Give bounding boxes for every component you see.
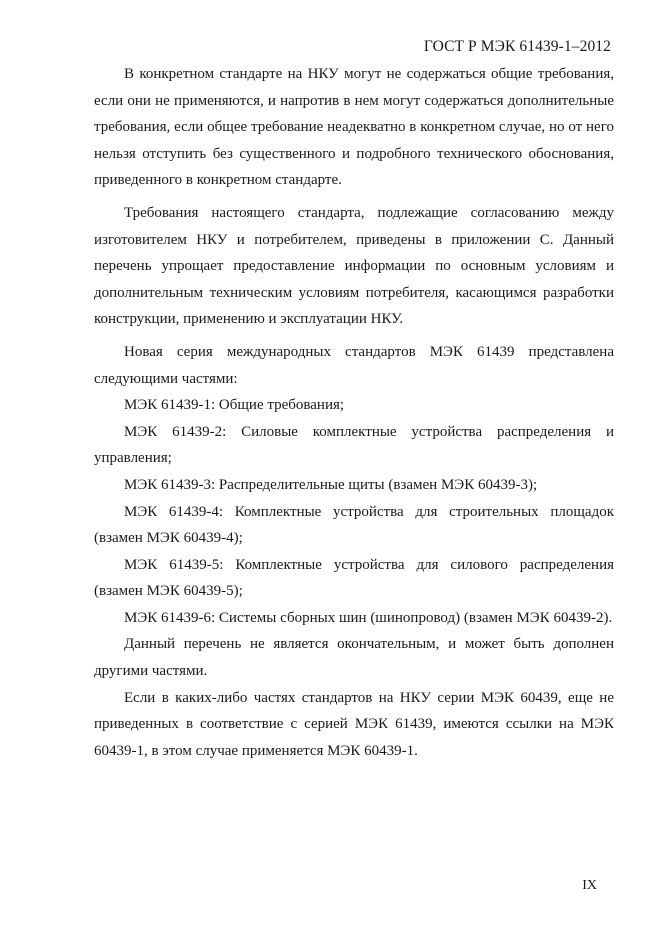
standard-number-header: ГОСТ Р МЭК 61439-1–2012 xyxy=(423,38,611,55)
paragraph-list-not-final: Данный перечень не является окончательным, и может быть дополнен другими частями. xyxy=(94,636,614,680)
paragraph-requirements-agreement: Требования настоящего стандарта, подлежащие согласованию между изготовителем НКУ и потребителем, приведены в приложении С. Данный перечень упрощает предоставление информации по основным условиям и дополнительным техническим условиям потребителя, касающимся разработки конструкции, применению и эксплуатации НКУ. xyxy=(94,204,614,328)
list-item-part-6: МЭК 61439-6: Системы сборных шин (шинопровод) (взамен МЭК 60439-2). xyxy=(124,609,613,626)
document-body xyxy=(94,61,614,764)
list-item-part-4: МЭК 61439-4: Комплектные устройства для строительных площадок (взамен МЭК 60439-4); xyxy=(94,503,614,547)
paragraph-references: Если в каких-либо частях стандартов на НКУ серии МЭК 60439, еще не приведенных в соответствие с серией МЭК 61439, имеются ссылки на МЭК 60439-1, в этом случае применяется МЭК 60439-1. xyxy=(94,689,614,759)
list-item-part-5: МЭК 61439-5: Комплектные устройства для силового распределения (взамен МЭК 60439-5); xyxy=(94,556,614,600)
paragraph-new-series: Новая серия международных стандартов МЭК 61439 представлена следующими частями: xyxy=(94,343,614,387)
paragraph-specific-standard: В конкретном стандарте на НКУ могут не содержаться общие требования, если они не применяются, и напротив в нем могут содержаться дополнительные требования, если общее требование неадекватно в конкретном случае, но от него нельзя отступить без существенного и подробного технического обоснования, приведенного в конкретном стандарте. xyxy=(94,66,614,189)
page-number: IX xyxy=(582,878,597,893)
list-item-part-1: МЭК 61439-1: Общие требования; xyxy=(124,397,345,414)
list-item-part-3: МЭК 61439-3: Распределительные щиты (взамен МЭК 60439-3); xyxy=(124,476,538,493)
list-item-part-2: МЭК 61439-2: Силовые комплектные устройства распределения и управления; xyxy=(94,423,614,467)
